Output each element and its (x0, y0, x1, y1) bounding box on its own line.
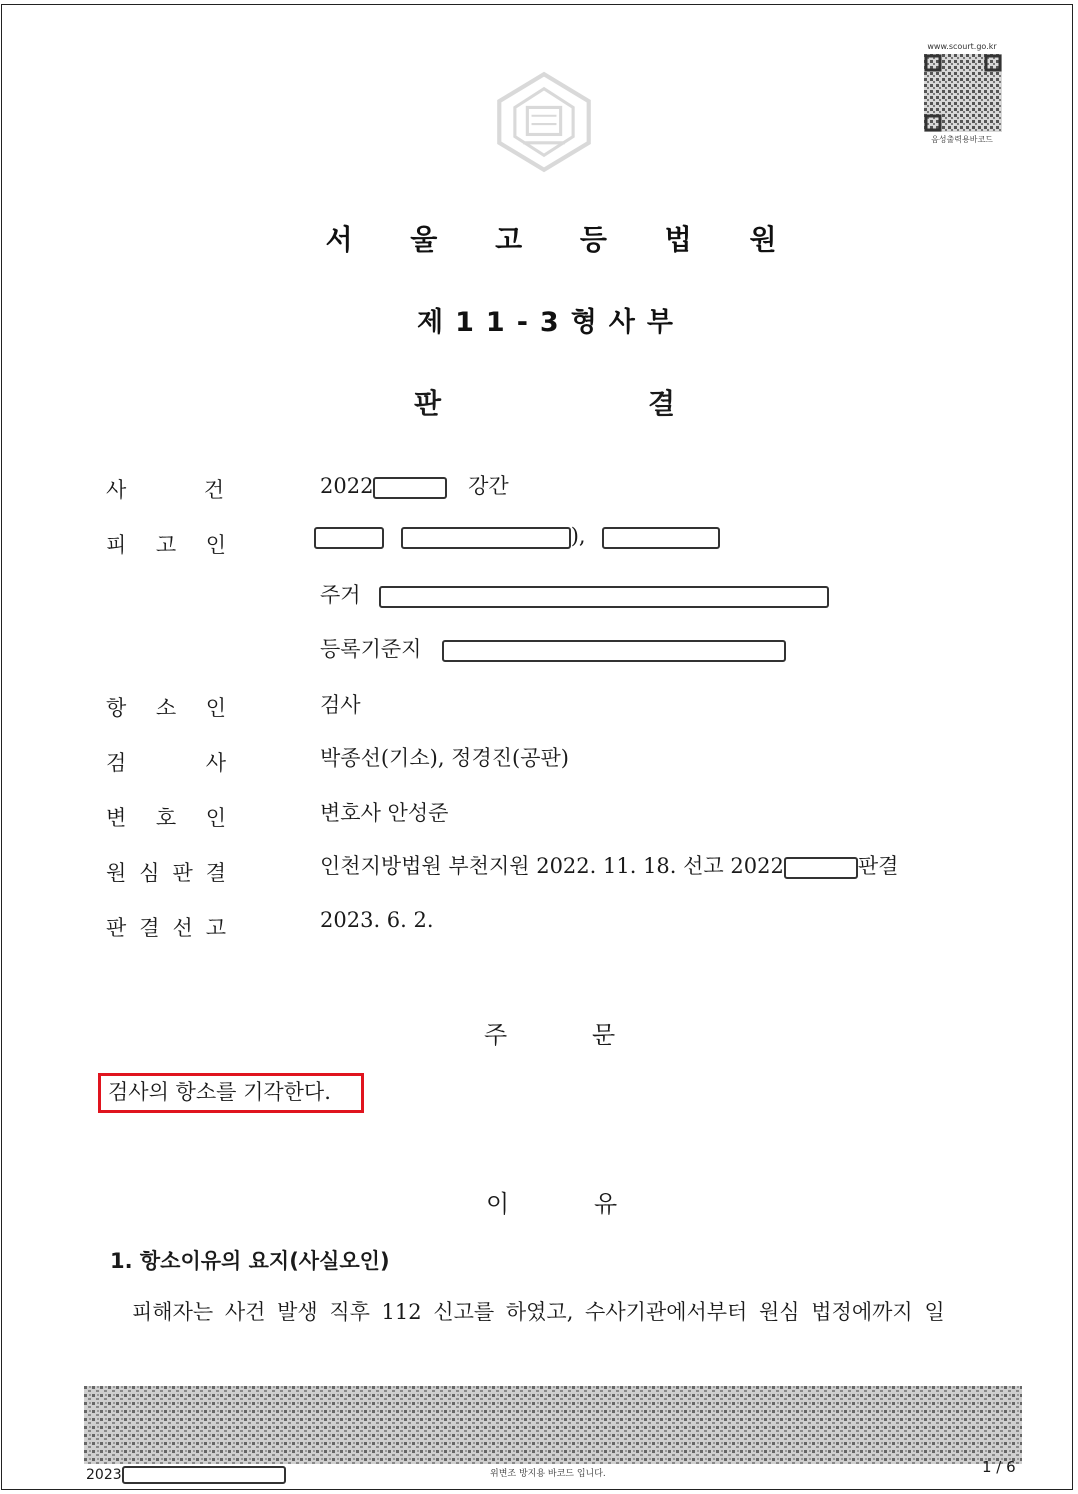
prosecutor-value: 박종선(기소), 정경진(공판) (320, 746, 569, 770)
redacted-box (401, 527, 571, 549)
court-name: 서 울 고 등 법 원 (325, 223, 801, 256)
defendant-value: ), (314, 524, 720, 549)
redacted-box (784, 857, 858, 879)
order-title-right: 문 (592, 1021, 616, 1049)
footer-case-number: 2023 (86, 1466, 286, 1484)
counsel-value: 변호사 안성준 (320, 801, 449, 825)
redacted-box (442, 640, 786, 662)
counsel-label: 변 호 인 (106, 806, 226, 830)
case-label: 사 건 (106, 478, 224, 502)
footer-barcode-caption: 위변조 방지용 바코드 입니다. (490, 1469, 606, 1479)
order-text: 검사의 항소를 기각한다. (108, 1080, 331, 1104)
original-judgment-value: 인천지방법원 부천지원 2022. 11. 18. 선고 2022 판결 (320, 854, 899, 878)
reasons-body-line: 피해자는 사건 발생 직후 112 신고를 하였고, 수사기관에서부터 원심 법정에까지 일 (132, 1300, 945, 1324)
appellant-value: 검사 (320, 693, 361, 717)
reasons-title-right: 유 (594, 1190, 618, 1218)
redacted-box (379, 586, 829, 608)
redacted-box (373, 477, 447, 499)
address-row: 주거 (320, 579, 829, 609)
order-title-left: 주 (484, 1021, 508, 1049)
registry-row: 등록기준지 (320, 633, 786, 663)
qr-url: www.scourt.go.kr (927, 42, 997, 51)
case-number: 2022 강간 (320, 474, 509, 498)
page-number: 1 / 6 (982, 1458, 1016, 1476)
qr-caption: 음성출력용바코드 (931, 135, 993, 144)
doc-title-right: 결 (648, 387, 676, 420)
reasons-heading: 1. 항소이유의 요지(사실오인) (110, 1249, 390, 1273)
redacted-box (602, 527, 720, 549)
qr-code-icon (924, 54, 1002, 132)
judgment-date-label: 판 결 선 고 (106, 916, 226, 940)
appellant-label: 항 소 인 (106, 696, 226, 720)
original-judgment-label: 원 심 판 결 (106, 861, 226, 885)
division-name: 제11-3형사부 (417, 307, 685, 338)
doc-title-left: 판 (414, 387, 442, 420)
court-seal-icon (492, 70, 596, 174)
redacted-box (122, 1466, 286, 1484)
reasons-title-left: 이 (486, 1190, 510, 1218)
judgment-date-value: 2023. 6. 2. (320, 908, 434, 932)
anti-forgery-barcode-icon (84, 1386, 1022, 1464)
defendant-label: 피 고 인 (106, 533, 226, 557)
prosecutor-label: 검 사 (106, 751, 226, 775)
redacted-box (314, 527, 384, 549)
